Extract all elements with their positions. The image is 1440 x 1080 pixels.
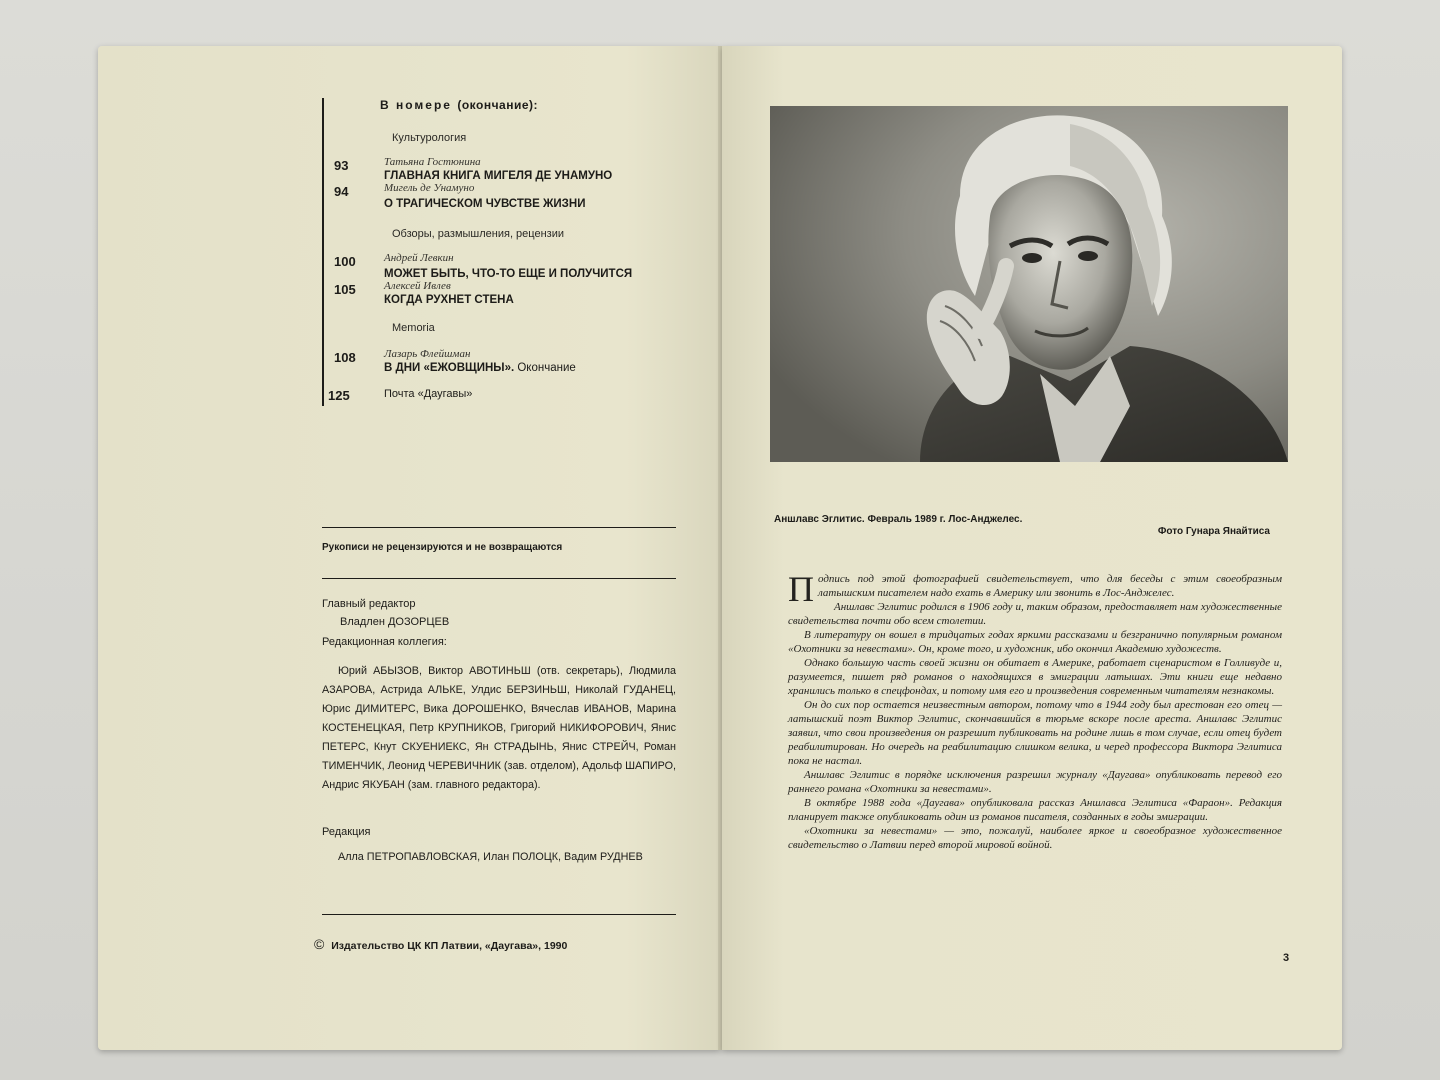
editor-label: Главный редактор — [322, 598, 416, 610]
toc-mail-label: Почта «Даугавы» — [384, 388, 473, 400]
divider-rule — [322, 527, 676, 528]
article-paragraph: Он до сих пор остается неизвестным автором, потому что в 1944 году был арестован его отец — латышский поэт Виктор Эглитис, скончавшийся в тюрьме вскоре после ареста. Аншлавс Эглитис заявил, что свои произведения он разрешит публиковать на родине лишь в том случае, если отец будет реабилитирован. Но очередь на реабилитацию слишком велика, и черед профессора Виктора Эглитиса пока не настал. — [788, 699, 1282, 767]
portrait-photo-icon — [770, 106, 1288, 462]
toc-page-number: 93 — [334, 158, 349, 173]
toc-title: ГЛАВНАЯ КНИГА МИГЕЛЯ ДЕ УНАМУНО — [384, 170, 613, 182]
toc-author: Андрей Левкин — [384, 252, 454, 264]
board-label: Редакционная коллегия: — [322, 636, 447, 648]
toc-heading-suffix: (окончание): — [457, 98, 539, 112]
toc-page-number: 105 — [334, 282, 356, 297]
photo-caption: Аншлавс Эглитис. Февраль 1989 г. Лос-Анджелес. — [774, 514, 1023, 525]
divider-rule — [322, 914, 676, 915]
toc-title: О ТРАГИЧЕСКОМ ЧУВСТВЕ ЖИЗНИ — [384, 198, 586, 210]
editorial-board-list: Юрий АБЫЗОВ, Виктор АВОТИНЬШ (отв. секретарь), Людмила АЗАРОВА, Астрида АЛЬКЕ, Улдис БЕРЗИНЬШ, Николай ГУДАНЕЦ, Юрис ДИМИТЕРС, Вика ДОРОШЕНКО, Вячеслав ИВАНОВ, Марина КОСТЕНЕЦКАЯ, Петр КРУПНИКОВ, Григорий НИКИФОРОВИЧ, Янис ПЕТЕРС, Кнут СКУЕНИЕКС, Ян СТРАДЫНЬ, Янис СТРЕЙЧ, Роман ТИМЕНЧИК, Леонид ЧЕРЕВИЧНИК (зав. отделом), Адольф ШАПИРО, Андрис ЯКУБАН (зам. главного редактора). — [322, 665, 676, 791]
toc-author: Татьяна Гостюнина — [384, 156, 481, 168]
toc-page-number: 108 — [334, 350, 356, 365]
drop-cap: П — [788, 569, 814, 609]
article-paragraph: Однако большую часть своей жизни он обитает в Америке, работает сценаристом в Голливуде и, разумеется, пишет ряд романов о находящихся в эмиграции латышах. Эти книги еще недавно хранились только в спецфондах, и потому имя его и произведения современным читателям незнакомы. — [788, 657, 1282, 697]
copyright-text: Издательство ЦК КП Латвии, «Даугава», 1990 — [331, 940, 568, 952]
toc-page-number: 94 — [334, 184, 349, 199]
toc-title — [384, 362, 576, 374]
copyright-icon: © — [314, 936, 325, 952]
toc-author: Алексей Ивлев — [384, 280, 451, 292]
photo-credit: Фото Гунара Янайтиса — [1157, 526, 1270, 537]
toc-author: Лазарь Флейшман — [384, 348, 471, 360]
article-paragraph: Аншлавс Эглитис родился в 1906 году и, таким образом, предоставляет нам художественные свидетельства почти обо всем столетии. — [788, 601, 1282, 627]
section-label-memoria: Memoria — [392, 322, 435, 334]
editorial-staff-list: Алла ПЕТРОПАВЛОВСКАЯ, Илан ПОЛОЦК, Вадим РУДНЕВ — [338, 851, 643, 863]
toc-vertical-rule — [322, 98, 324, 406]
editorial-label: Редакция — [322, 826, 371, 838]
copyright-line — [314, 936, 567, 952]
toc-title: МОЖЕТ БЫТЬ, ЧТО-ТО ЕЩЕ И ПОЛУЧИТСЯ — [384, 268, 633, 280]
toc-page-number: 100 — [334, 254, 356, 269]
toc-author: Мигель де Унамуно — [384, 182, 475, 194]
author-portrait-photo — [770, 106, 1288, 462]
toc-title-suffix: Окончание — [517, 362, 576, 374]
article-paragraph: В литературу он вошел в тридцатых годах яркими рассказами и безгранично популярным романом «Охотники за невестами». Он, кроме того, и художник, ибо окончил Академию художеств. — [788, 629, 1282, 655]
toc-heading — [380, 98, 538, 112]
divider-rule — [322, 578, 676, 579]
manuscript-notice: Рукописи не рецензируются и не возвращаются — [322, 542, 563, 553]
section-label-reviews: Обзоры, размышления, рецензии — [392, 228, 564, 240]
section-label-culture: Культурология — [392, 132, 467, 144]
editor-name — [340, 616, 449, 628]
editor-first-name: Владлен — [340, 616, 385, 628]
article-paragraph-text: одпись под этой фотографией свидетельствует, что для беседы с этим своеобразным латышским писателем надо ехать в Америку или звонить в Лос-Анджелес. — [818, 573, 1282, 599]
toc-heading-text: В номере — [380, 98, 452, 112]
toc-title: КОГДА РУХНЕТ СТЕНА — [384, 294, 514, 306]
toc-title-text: В ДНИ «ЕЖОВЩИНЫ». — [384, 362, 515, 374]
article-paragraph: Аншлавс Эглитис в порядке исключения разрешил журналу «Даугава» опубликовать перевод его раннего романа «Охотники за невестами». — [788, 769, 1282, 795]
article-body — [788, 569, 1282, 852]
article-paragraph: «Охотники за невестами» — это, пожалуй, наиболее яркое и своеобразное художественное свидетельство о Латвии перед второй мировой войной. — [788, 825, 1282, 851]
toc-page-number: 125 — [328, 388, 350, 403]
page-number: 3 — [1283, 952, 1290, 964]
article-paragraph: В октябре 1988 года «Даугава» опубликовала рассказ Аншлавса Эглитиса «Фараон». Редакция планирует также опубликовать один из романов писателя, созданных в годы эмиграции. — [788, 797, 1282, 823]
editor-last-name: ДОЗОРЦЕВ — [387, 616, 450, 628]
article-paragraph — [788, 569, 1282, 609]
